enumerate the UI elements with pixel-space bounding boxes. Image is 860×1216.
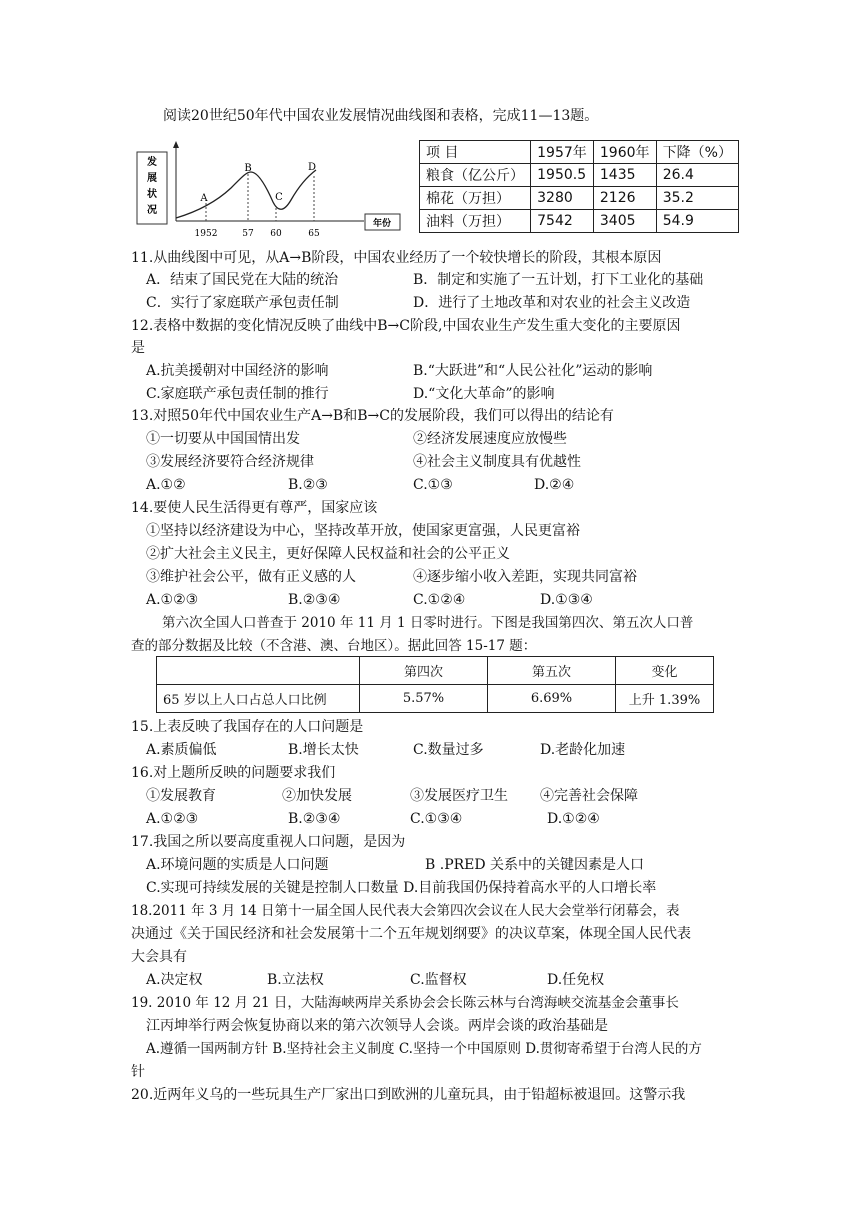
y-label-char-3: 状: [147, 189, 157, 200]
census-header-cell: 变化: [616, 657, 714, 685]
q13-option-a: A.①②: [146, 477, 186, 493]
q15-option-d: D.老龄化加速: [540, 742, 626, 758]
q15-option-a: A.素质偏低: [146, 742, 217, 758]
q17-option-cd: C.实现可持续发展的关键是控制人口数量 D.目前我国仍保持着高水平的人口增长率: [146, 880, 657, 896]
table-cell: 3280: [531, 187, 594, 210]
q14-option-a: A.①②③: [146, 592, 199, 608]
q12-option-a: A.抗美援朝对中国经济的影响: [146, 363, 329, 379]
q19-options: A.遵循一国两制方针 B.坚持社会主义制度 C.坚持一个中国原则 D.贯彻寄希望于台湾人民的方: [146, 1041, 702, 1057]
q16-option-b: B.②③④: [288, 811, 341, 827]
q11-option-d: D．进行了土地改革和对农业的社会主义改造: [413, 295, 691, 311]
census-header-row: [157, 657, 714, 685]
q11-option-c: C．实行了家庭联产承包责任制: [146, 295, 339, 311]
q15-option-c: C.数量过多: [413, 742, 484, 758]
q18-option-a: A.决定权: [146, 972, 203, 988]
census-cell: 上升 1.39%: [616, 685, 714, 713]
q18-option-b: B.立法权: [267, 972, 324, 988]
q19-line-1: 19. 2010 年 12 月 21 日，大陆海峡两岸关系协会会长陈云林与台湾海峡交流基金会董事长: [131, 995, 679, 1011]
tick-label-60: 60: [270, 229, 282, 239]
q14-option-d: D.①③④: [540, 592, 593, 608]
y-axis-arrow: [173, 141, 179, 148]
intro-text: 阅读20世纪50年代中国农业发展情况曲线图和表格，完成11—13题。: [163, 108, 599, 124]
table-cell: 1435: [593, 164, 656, 187]
point-label-d: D: [307, 162, 317, 173]
table-cell: 54.9: [656, 210, 738, 233]
census-table: [156, 656, 714, 713]
table-cell: 1950.5: [531, 164, 594, 187]
q12-option-b: B.“大跃进”和“人民公社化”运动的影响: [413, 363, 653, 379]
development-curve-figure: [136, 140, 404, 240]
q16-option-c: C.①③④: [410, 811, 463, 827]
y-label-char-2: 展: [147, 173, 157, 184]
table-cell: 7542: [531, 210, 594, 233]
census-text-line-1: 第六次全国人口普查于 2010 年 11 月 1 日零时进行。下图是我国第四次、第五次人口普: [162, 615, 694, 631]
q17-stem: 17.我国之所以要高度重视人口问题，是因为: [131, 834, 406, 850]
table-header-cell: 1960年: [593, 141, 656, 164]
development-curve-svg: [136, 140, 404, 240]
table-cell: 26.4: [656, 164, 738, 187]
q16-item-3: ③发展医疗卫生: [410, 788, 508, 804]
census-cell: 5.57%: [360, 685, 488, 713]
q13-option-d: D.②④: [534, 477, 575, 493]
q12-stem-cont: 是: [131, 340, 145, 356]
q13-option-b: B.②③: [288, 477, 328, 493]
q13-option-c: C.①③: [413, 477, 453, 493]
census-cell: 6.69%: [488, 685, 616, 713]
table-header-cell: 下降（%）: [656, 141, 738, 164]
q14-option-b: B.②③④: [288, 592, 341, 608]
q18-option-d: D.任免权: [547, 972, 605, 988]
q16-item-1: ①发展教育: [146, 788, 216, 804]
q13-item-4: ④社会主义制度具有优越性: [413, 454, 581, 470]
point-label-c: C: [275, 192, 283, 203]
q16-option-d: D.①②④: [547, 811, 600, 827]
q19-options-cont: 针: [131, 1064, 145, 1080]
q12-option-d: D.“文化大革命”的影响: [413, 386, 555, 402]
q18-line-1: 18.2011 年 3 月 14 日第十一届全国人民代表大会第四次会议在人民大会堂举行闭幕会，表: [131, 903, 680, 919]
q18-option-c: C.监督权: [410, 972, 467, 988]
q15-option-b: B.增长太快: [288, 742, 359, 758]
q14-item-1: ①坚持以经济建设为中心，坚持改革开放，使国家更富强，人民更富裕: [146, 523, 580, 539]
q18-line-3: 大会具有: [131, 949, 187, 965]
q13-item-2: ②经济发展速度应放慢些: [413, 431, 567, 447]
q14-stem: 14.要使人民生活得更有尊严，国家应该: [131, 500, 378, 516]
table-cell: 粮食（亿公斤）: [420, 164, 531, 187]
point-label-a: A: [200, 193, 208, 204]
table-cell: 油料（万担）: [420, 210, 531, 233]
table-cell: 35.2: [656, 187, 738, 210]
development-curve: [176, 170, 316, 218]
q11-option-a: A．结束了国民党在大陆的统治: [146, 272, 339, 288]
q14-item-2: ②扩大社会主义民主，更好保障人民权益和社会的公平正义: [146, 546, 510, 562]
table-cell: 棉花（万担）: [420, 187, 531, 210]
q16-item-2: ②加快发展: [282, 788, 352, 804]
q14-option-c: C.①②④: [413, 592, 466, 608]
q18-line-2: 决通过《关于国民经济和社会发展第十二个五年规划纲要》的决议草案，体现全国人民代表: [131, 926, 691, 942]
q16-option-a: A.①②③: [146, 811, 199, 827]
q12-stem: 12.表格中数据的变化情况反映了曲线中B→C阶段,中国农业生产发生重大变化的主要原因: [131, 318, 681, 334]
point-label-b: B: [244, 163, 252, 174]
q15-stem: 15.上表反映了我国存在的人口问题是: [131, 719, 364, 735]
q16-stem: 16.对上题所反映的问题要求我们: [131, 765, 336, 781]
tick-label-57: 57: [242, 229, 254, 239]
table-row: [420, 164, 739, 187]
table-header-cell: 1957年: [531, 141, 594, 164]
census-text-line-2: 查的部分数据及比较（不含港、澳、台地区）。据此回答 15-17 题：: [131, 638, 537, 654]
q17-option-a: A.环境问题的实质是人口问题: [146, 857, 329, 873]
census-header-cell: 第四次: [360, 657, 488, 685]
q11-stem: 11.从曲线图中可见，从A→B阶段，中国农业经历了一个较快增长的阶段，其根本原因: [131, 250, 662, 266]
table-cell: 3405: [593, 210, 656, 233]
agriculture-table: [419, 140, 739, 233]
census-row: [157, 685, 714, 713]
table-header-row: [420, 141, 739, 164]
census-cell: 65 岁以上人口占总人口比例: [157, 685, 360, 713]
q19-line-2: 江丙坤举行两会恢复协商以来的第六次领导人会谈。两岸会谈的政治基础是: [146, 1018, 608, 1034]
table-row: [420, 210, 739, 233]
table-cell: 2126: [593, 187, 656, 210]
q13-stem: 13.对照50年代中国农业生产A→B和B→C的发展阶段，我们可以得出的结论有: [131, 408, 614, 424]
q14-item-4: ④逐步缩小收入差距，实现共同富裕: [413, 569, 637, 585]
y-label-char-1: 发: [147, 157, 157, 168]
q17-option-b: B .PRED 关系中的关键因素是人口: [425, 857, 645, 873]
q11-option-b: B．制定和实施了一五计划，打下工业化的基础: [413, 272, 704, 288]
y-label-char-4: 况: [147, 205, 157, 216]
census-header-cell: [157, 657, 360, 685]
q13-item-3: ③发展经济要符合经济规律: [146, 454, 314, 470]
q14-item-3: ③维护社会公平，做有正义感的人: [146, 569, 356, 585]
table-header-cell: 项 目: [420, 141, 531, 164]
tick-label-65: 65: [308, 229, 320, 239]
tick-label-1952: 1952: [194, 229, 218, 239]
table-row: [420, 187, 739, 210]
q16-item-4: ④完善社会保障: [540, 788, 638, 804]
q13-item-1: ①一切要从中国国情出发: [146, 431, 300, 447]
x-axis-label: 年份: [372, 219, 392, 229]
q12-option-c: C.家庭联产承包责任制的推行: [146, 386, 329, 402]
q20-line-1: 20.近两年义乌的一些玩具生产厂家出口到欧洲的儿童玩具，由于铅超标被退回。这警示我: [131, 1087, 686, 1103]
census-header-cell: 第五次: [488, 657, 616, 685]
